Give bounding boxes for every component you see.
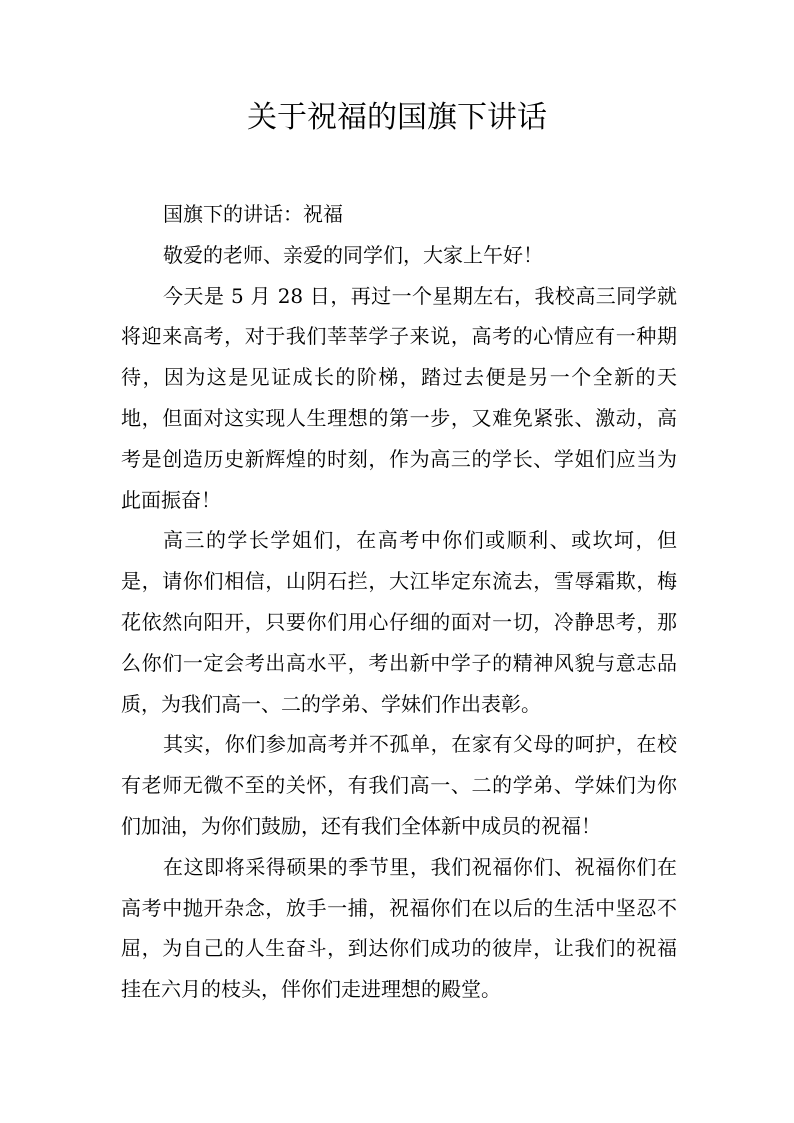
paragraph-blessing: 在这即将采得硕果的季节里，我们祝福你们、祝福你们在高考中抛开杂念，放手一捕，祝福你们在以后的生活中坚忍不屈，为自己的人生奋斗，到达你们成功的彼岸，让我们的祝福挂在六月的枝头，伴你们走进理想的殿堂。 xyxy=(121,854,677,1002)
paragraph-greeting: 敬爱的老师、亲爱的同学们，大家上午好！ xyxy=(163,242,543,267)
paragraph-support: 其实，你们参加高考并不孤单，在家有父母的呵护，在校有老师无微不至的关怀，有我们高一、二的学弟、学妹们为你们加油，为你们鼓励，还有我们全体新中成员的祝福！ xyxy=(121,732,677,838)
document-body xyxy=(121,194,677,1010)
paragraph-encouragement: 高三的学长学姐们，在高考中你们或顺利、或坎坷，但是，请你们相信，山阴石拦，大江毕定东流去，雪辱霜欺，梅花依然向阳开，只要你们用心仔细的面对一切，冷静思考，那么你们一定会考出高水平，考出新中学子的精神风貌与意志品质，为我们高一、二的学弟、学妹们作出表彰。 xyxy=(121,528,677,716)
paragraph-heading: 国旗下的讲话：祝福 xyxy=(163,202,343,226)
document-title: 关于祝福的国旗下讲话 xyxy=(247,100,547,135)
paragraph-intro: 今天是 5 月 28 日，再过一个星期左右，我校高三同学就将迎来高考，对于我们莘莘学子来说，高考的心情应有一种期待，因为这是见证成长的阶梯，踏过去便是另一个全新的天地，但面对这实现人生理想的第一步，又难免紧张、激动，高考是创造历史新辉煌的时刻，作为高三的学长、学姐们应当为此面振奋！ xyxy=(121,283,677,512)
